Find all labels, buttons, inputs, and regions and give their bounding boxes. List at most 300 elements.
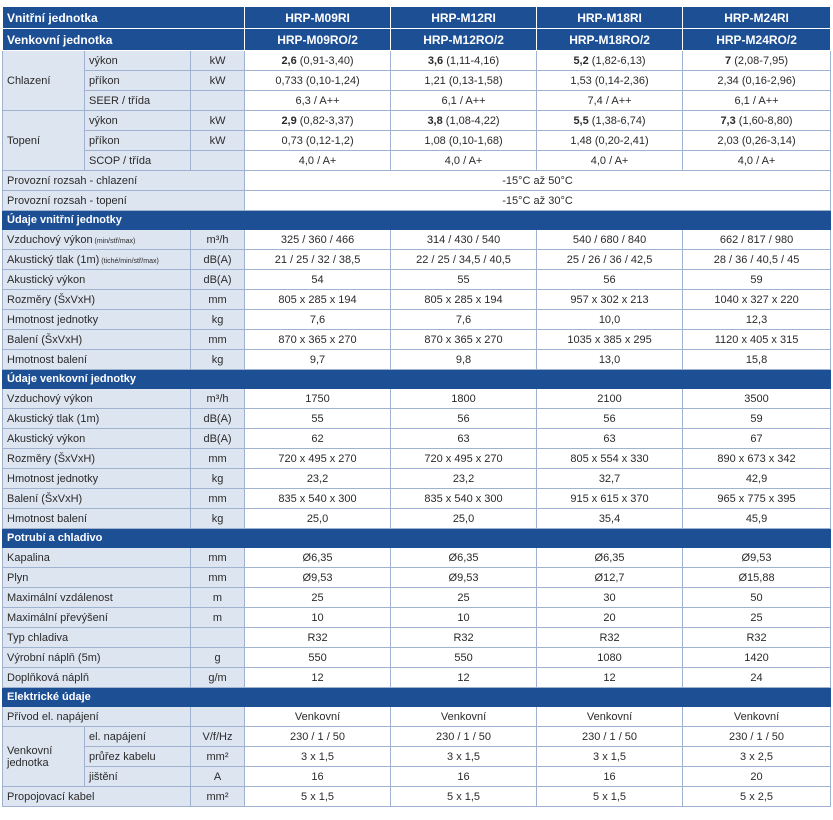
- value-cell: R32: [391, 628, 537, 648]
- value-text: (0,91-3,40): [296, 54, 354, 67]
- unit-cell: [191, 628, 245, 648]
- value-text: 4,0 / A+: [444, 154, 483, 167]
- unit-cell: m³/h: [191, 389, 245, 409]
- value-bold: 2,9: [281, 114, 297, 127]
- value-text: Akustický tlak (1m): [7, 412, 100, 425]
- outdoor-model: HRP-M18RO/2: [537, 29, 683, 51]
- row-label: el. napájení: [85, 727, 191, 747]
- value-cell: 805 x 285 x 194: [245, 290, 391, 310]
- value-text: Hmotnost jednotky: [7, 472, 99, 485]
- value-cell: Venkovní: [683, 707, 831, 727]
- spec-table-body: [3, 7, 831, 807]
- row-label: výkon: [85, 111, 191, 131]
- unit-cell: mm: [191, 290, 245, 310]
- data-row: [3, 389, 831, 409]
- data-row: [3, 767, 831, 787]
- value-cell: Ø9,53: [391, 568, 537, 588]
- value-cell: [683, 91, 831, 111]
- unit-cell: mm: [191, 449, 245, 469]
- value-cell: [391, 111, 537, 131]
- value-cell: 21 / 25 / 32 / 38,5: [245, 250, 391, 270]
- value-cell: 10: [391, 608, 537, 628]
- value-cell: 16: [391, 767, 537, 787]
- row-label: [3, 409, 191, 429]
- data-row: [3, 787, 831, 807]
- value-cell: [391, 91, 537, 111]
- value-cell: 56: [537, 409, 683, 429]
- value-text: Balení (ŠxVxH): [7, 492, 83, 505]
- group-label: Topení: [3, 111, 85, 171]
- value-text: (tiché/min/stř/max): [99, 257, 159, 265]
- value-text: (2,08-7,95): [731, 54, 789, 67]
- value-cell: 7,6: [245, 310, 391, 330]
- row-label: Provozní rozsah - chlazení: [3, 171, 245, 191]
- section-title: Údaje vnitřní jednotky: [3, 211, 831, 230]
- unit-cell: g: [191, 648, 245, 668]
- value-cell: [537, 91, 683, 111]
- unit-cell: kW: [191, 131, 245, 151]
- row-label: [3, 449, 191, 469]
- value-text: 1,21 (0,13-1,58): [424, 74, 503, 87]
- row-label: [3, 568, 191, 588]
- value-cell: 13,0: [537, 350, 683, 370]
- row-label: [3, 548, 191, 568]
- value-cell: 10,0: [537, 310, 683, 330]
- value-cell: [683, 51, 831, 71]
- value-cell: Ø15,88: [683, 568, 831, 588]
- unit-cell: mm: [191, 548, 245, 568]
- value-cell: [391, 131, 537, 151]
- value-text: Akustický výkon: [7, 273, 86, 286]
- value-cell: 1750: [245, 389, 391, 409]
- section-title: Údaje venkovní jednotky: [3, 370, 831, 389]
- indoor-model: HRP-M12RI: [391, 7, 537, 29]
- value-cell: 965 x 775 x 395: [683, 489, 831, 509]
- value-text: 6,3 / A++: [295, 94, 340, 107]
- value-cell: 7,6: [391, 310, 537, 330]
- value-cell: 5 x 2,5: [683, 787, 831, 807]
- value-cell: [245, 91, 391, 111]
- value-cell: 720 x 495 x 270: [245, 449, 391, 469]
- row-label: [3, 469, 191, 489]
- operating-range-row: [3, 171, 831, 191]
- indoor-model: HRP-M18RI: [537, 7, 683, 29]
- value-cell: [391, 71, 537, 91]
- performance-row: [3, 71, 831, 91]
- data-row: [3, 310, 831, 330]
- value-cell: 56: [537, 270, 683, 290]
- unit-cell: V/f/Hz: [191, 727, 245, 747]
- performance-row: [3, 111, 831, 131]
- value-cell: 9,8: [391, 350, 537, 370]
- data-row: [3, 509, 831, 529]
- value-cell: 9,7: [245, 350, 391, 370]
- row-label: [3, 389, 191, 409]
- unit-cell: kg: [191, 509, 245, 529]
- unit-cell: mm: [191, 330, 245, 350]
- unit-cell: mm²: [191, 747, 245, 767]
- value-cell: [537, 51, 683, 71]
- data-row: [3, 727, 831, 747]
- value-cell: 20: [683, 767, 831, 787]
- value-cell: 42,9: [683, 469, 831, 489]
- value-cell: 25: [245, 588, 391, 608]
- value-cell: 662 / 817 / 980: [683, 230, 831, 250]
- section-header: [3, 529, 831, 548]
- data-row: [3, 548, 831, 568]
- value-bold: 3,6: [427, 54, 444, 67]
- performance-row: [3, 51, 831, 71]
- value-cell: Ø6,35: [391, 548, 537, 568]
- row-label: příkon: [85, 131, 191, 151]
- value-cell: 25,0: [245, 509, 391, 529]
- group-label: Chlazení: [3, 51, 85, 111]
- value-cell: 12: [245, 668, 391, 688]
- value-cell: 5 x 1,5: [391, 787, 537, 807]
- data-row: [3, 648, 831, 668]
- unit-cell: m³/h: [191, 230, 245, 250]
- value-cell: 870 x 365 x 270: [391, 330, 537, 350]
- value-cell: 45,9: [683, 509, 831, 529]
- value-cell: 870 x 365 x 270: [245, 330, 391, 350]
- value-cell: [245, 71, 391, 91]
- value-cell: 3 x 1,5: [537, 747, 683, 767]
- value-cell: 1420: [683, 648, 831, 668]
- row-label: [3, 330, 191, 350]
- value-cell: 3 x 1,5: [391, 747, 537, 767]
- value-cell: 35,4: [537, 509, 683, 529]
- value-cell: [391, 51, 537, 71]
- value-text: 1,48 (0,20-2,41): [570, 134, 649, 147]
- value-cell: 30: [537, 588, 683, 608]
- value-cell: 5 x 1,5: [537, 787, 683, 807]
- value-cell: 805 x 285 x 194: [391, 290, 537, 310]
- value-cell: Ø12,7: [537, 568, 683, 588]
- value-cell: 314 / 430 / 540: [391, 230, 537, 250]
- row-label: [3, 290, 191, 310]
- value-text: 4,0 / A+: [737, 154, 776, 167]
- value-cell: 230 / 1 / 50: [245, 727, 391, 747]
- value-cell: [683, 131, 831, 151]
- value-cell: 63: [537, 429, 683, 449]
- value-text: Hmotnost balení: [7, 353, 88, 366]
- value-text: Rozměry (ŠxVxH): [7, 452, 96, 465]
- data-row: [3, 668, 831, 688]
- value-cell: 67: [683, 429, 831, 449]
- value-cell: 890 x 673 x 342: [683, 449, 831, 469]
- row-label: [3, 628, 191, 648]
- row-label: Propojovací kabel: [3, 787, 191, 807]
- value-cell: 3 x 1,5: [245, 747, 391, 767]
- value-text: 0,73 (0,12-1,2): [281, 134, 354, 147]
- data-row: [3, 350, 831, 370]
- value-cell: Venkovní: [537, 707, 683, 727]
- value-text: Typ chladiva: [7, 631, 69, 644]
- value-cell: [537, 111, 683, 131]
- operating-range-row: [3, 191, 831, 211]
- value-text: (0,82-3,37): [296, 114, 354, 127]
- data-row: [3, 628, 831, 648]
- unit-cell: A: [191, 767, 245, 787]
- value-cell: Venkovní: [245, 707, 391, 727]
- value-text: Doplňková náplň: [7, 671, 89, 684]
- data-row: [3, 230, 831, 250]
- unit-cell: kW: [191, 71, 245, 91]
- row-label: [3, 429, 191, 449]
- indoor-model: HRP-M24RI: [683, 7, 831, 29]
- value-bold: 5,2: [573, 54, 589, 67]
- value-text: (1,60-8,80): [735, 114, 793, 127]
- value-bold: 2,6: [281, 54, 297, 67]
- value-text: Maximální převýšení: [7, 611, 108, 624]
- value-cell: 915 x 615 x 370: [537, 489, 683, 509]
- data-row: [3, 330, 831, 350]
- performance-row: [3, 91, 831, 111]
- value-cell: R32: [245, 628, 391, 648]
- unit-cell: [191, 151, 245, 171]
- value-cell: Ø9,53: [683, 548, 831, 568]
- value-text: (min/stř/max): [92, 237, 136, 245]
- unit-cell: kg: [191, 469, 245, 489]
- value-cell: 1080: [537, 648, 683, 668]
- value-cell: 540 / 680 / 840: [537, 230, 683, 250]
- value-bold: 3,8: [427, 114, 443, 127]
- value-cell: 32,7: [537, 469, 683, 489]
- value-cell: 25: [391, 588, 537, 608]
- unit-cell: g/m: [191, 668, 245, 688]
- data-row: [3, 429, 831, 449]
- value-cell: 5 x 1,5: [245, 787, 391, 807]
- row-label: [3, 270, 191, 290]
- value-cell: -15°C až 30°C: [245, 191, 831, 211]
- value-cell: 325 / 360 / 466: [245, 230, 391, 250]
- value-text: 6,1 / A++: [734, 94, 779, 107]
- value-cell: 1035 x 385 x 295: [537, 330, 683, 350]
- value-text: Hmotnost balení: [7, 512, 88, 525]
- value-bold: 5,5: [573, 114, 589, 127]
- row-label: SCOP / třída: [85, 151, 191, 171]
- outdoor-model: HRP-M12RO/2: [391, 29, 537, 51]
- value-bold: 7,3: [720, 114, 736, 127]
- value-cell: R32: [683, 628, 831, 648]
- row-label: [3, 350, 191, 370]
- value-cell: 55: [245, 409, 391, 429]
- value-text: 0,733 (0,10-1,24): [275, 74, 360, 87]
- value-cell: 10: [245, 608, 391, 628]
- value-text: Rozměry (ŠxVxH): [7, 293, 96, 306]
- unit-cell: dB(A): [191, 409, 245, 429]
- section-header: [3, 211, 831, 230]
- data-row: [3, 409, 831, 429]
- value-cell: 50: [683, 588, 831, 608]
- unit-cell: dB(A): [191, 429, 245, 449]
- outdoor-model: HRP-M09RO/2: [245, 29, 391, 51]
- row-label: výkon: [85, 51, 191, 71]
- row-label: jištění: [85, 767, 191, 787]
- value-text: Vzduchový výkon: [7, 233, 93, 246]
- performance-row: [3, 131, 831, 151]
- row-label: [3, 310, 191, 330]
- unit-cell: dB(A): [191, 250, 245, 270]
- value-cell: Ø6,35: [245, 548, 391, 568]
- value-cell: 25 / 26 / 36 / 42,5: [537, 250, 683, 270]
- value-cell: 23,2: [245, 469, 391, 489]
- value-cell: 835 x 540 x 300: [391, 489, 537, 509]
- section-title: Potrubí a chladivo: [3, 529, 831, 548]
- unit-cell: mm²: [191, 787, 245, 807]
- value-cell: [683, 151, 831, 171]
- value-cell: 1800: [391, 389, 537, 409]
- row-label: [3, 608, 191, 628]
- value-text: 4,0 / A+: [590, 154, 629, 167]
- data-row: [3, 489, 831, 509]
- value-cell: R32: [537, 628, 683, 648]
- section-title: Elektrické údaje: [3, 688, 831, 707]
- row-label: [3, 230, 191, 250]
- value-text: 6,1 / A++: [441, 94, 486, 107]
- data-row: [3, 469, 831, 489]
- value-cell: 56: [391, 409, 537, 429]
- value-cell: 230 / 1 / 50: [537, 727, 683, 747]
- row-label: [3, 489, 191, 509]
- value-cell: 1040 x 327 x 220: [683, 290, 831, 310]
- value-cell: [537, 131, 683, 151]
- unit-cell: kg: [191, 350, 245, 370]
- value-cell: 15,8: [683, 350, 831, 370]
- value-text: (1,11-4,16): [443, 54, 500, 67]
- value-text: (1,82-6,13): [588, 54, 646, 67]
- value-cell: 59: [683, 270, 831, 290]
- value-text: Balení (ŠxVxH): [7, 333, 83, 346]
- value-cell: 12: [537, 668, 683, 688]
- value-text: (1,38-6,74): [588, 114, 646, 127]
- value-cell: 54: [245, 270, 391, 290]
- value-cell: 835 x 540 x 300: [245, 489, 391, 509]
- value-cell: 720 x 495 x 270: [391, 449, 537, 469]
- value-cell: [245, 151, 391, 171]
- value-cell: 3 x 2,5: [683, 747, 831, 767]
- indoor-unit-label: Vnitřní jednotka: [3, 7, 245, 29]
- outdoor-unit-label: Venkovní jednotka: [3, 29, 245, 51]
- value-text: 4,0 / A+: [298, 154, 337, 167]
- value-cell: 805 x 554 x 330: [537, 449, 683, 469]
- value-cell: 20: [537, 608, 683, 628]
- value-cell: 16: [537, 767, 683, 787]
- row-label: SEER / třída: [85, 91, 191, 111]
- value-cell: -15°C až 50°C: [245, 171, 831, 191]
- value-cell: 25,0: [391, 509, 537, 529]
- data-row: [3, 250, 831, 270]
- performance-row: [3, 151, 831, 171]
- section-header: [3, 688, 831, 707]
- unit-cell: m: [191, 588, 245, 608]
- value-cell: 230 / 1 / 50: [391, 727, 537, 747]
- value-cell: 62: [245, 429, 391, 449]
- value-cell: 1120 x 405 x 315: [683, 330, 831, 350]
- value-cell: 63: [391, 429, 537, 449]
- value-cell: 24: [683, 668, 831, 688]
- value-cell: [391, 151, 537, 171]
- unit-cell: kW: [191, 111, 245, 131]
- indoor-model: HRP-M09RI: [245, 7, 391, 29]
- row-label: [3, 648, 191, 668]
- value-text: 1,53 (0,14-2,36): [570, 74, 649, 87]
- value-cell: 550: [245, 648, 391, 668]
- row-label: [3, 250, 191, 270]
- value-cell: 2100: [537, 389, 683, 409]
- value-cell: [683, 111, 831, 131]
- data-row: [3, 588, 831, 608]
- outdoor-model: HRP-M24RO/2: [683, 29, 831, 51]
- unit-cell: m: [191, 608, 245, 628]
- value-cell: 28 / 36 / 40,5 / 45: [683, 250, 831, 270]
- value-cell: 55: [391, 270, 537, 290]
- unit-cell: [191, 91, 245, 111]
- value-text: 2,34 (0,16-2,96): [717, 74, 796, 87]
- value-cell: 957 x 302 x 213: [537, 290, 683, 310]
- row-label: průřez kabelu: [85, 747, 191, 767]
- value-text: 7,4 / A++: [587, 94, 632, 107]
- row-label: [3, 668, 191, 688]
- value-cell: Venkovní: [391, 707, 537, 727]
- value-cell: [245, 51, 391, 71]
- unit-cell: kg: [191, 310, 245, 330]
- value-cell: [537, 151, 683, 171]
- value-text: Akustický tlak (1m): [7, 253, 100, 266]
- value-cell: 550: [391, 648, 537, 668]
- value-text: 1,08 (0,10-1,68): [424, 134, 503, 147]
- value-cell: Ø9,53: [245, 568, 391, 588]
- value-cell: 22 / 25 / 34,5 / 40,5: [391, 250, 537, 270]
- row-label: Provozní rozsah - topení: [3, 191, 245, 211]
- value-text: Plyn: [7, 571, 29, 584]
- value-cell: [683, 71, 831, 91]
- data-row: [3, 568, 831, 588]
- value-bold: 7: [725, 54, 732, 67]
- data-row: [3, 290, 831, 310]
- group-label: Venkovní jednotka: [3, 727, 85, 787]
- value-text: Vzduchový výkon: [7, 392, 93, 405]
- data-row: [3, 270, 831, 290]
- row-label: [3, 509, 191, 529]
- value-cell: 23,2: [391, 469, 537, 489]
- value-cell: 3500: [683, 389, 831, 409]
- value-cell: 12: [391, 668, 537, 688]
- value-text: 2,03 (0,26-3,14): [717, 134, 796, 147]
- data-row: [3, 707, 831, 727]
- row-label: Přívod el. napájení: [3, 707, 191, 727]
- value-text: Výrobní náplň (5m): [7, 651, 101, 664]
- unit-cell: mm: [191, 568, 245, 588]
- value-cell: [537, 71, 683, 91]
- value-cell: [245, 131, 391, 151]
- row-label: příkon: [85, 71, 191, 91]
- value-text: (1,08-4,22): [442, 114, 500, 127]
- unit-cell: kW: [191, 51, 245, 71]
- value-cell: [245, 111, 391, 131]
- unit-cell: [191, 707, 245, 727]
- value-cell: 12,3: [683, 310, 831, 330]
- header-indoor-row: [3, 7, 831, 29]
- unit-cell: mm: [191, 489, 245, 509]
- unit-cell: dB(A): [191, 270, 245, 290]
- header-outdoor-row: [3, 29, 831, 51]
- value-text: Kapalina: [7, 551, 50, 564]
- row-label: [3, 588, 191, 608]
- value-cell: 230 / 1 / 50: [683, 727, 831, 747]
- value-text: Maximální vzdálenost: [7, 591, 113, 604]
- value-text: Hmotnost jednotky: [7, 313, 99, 326]
